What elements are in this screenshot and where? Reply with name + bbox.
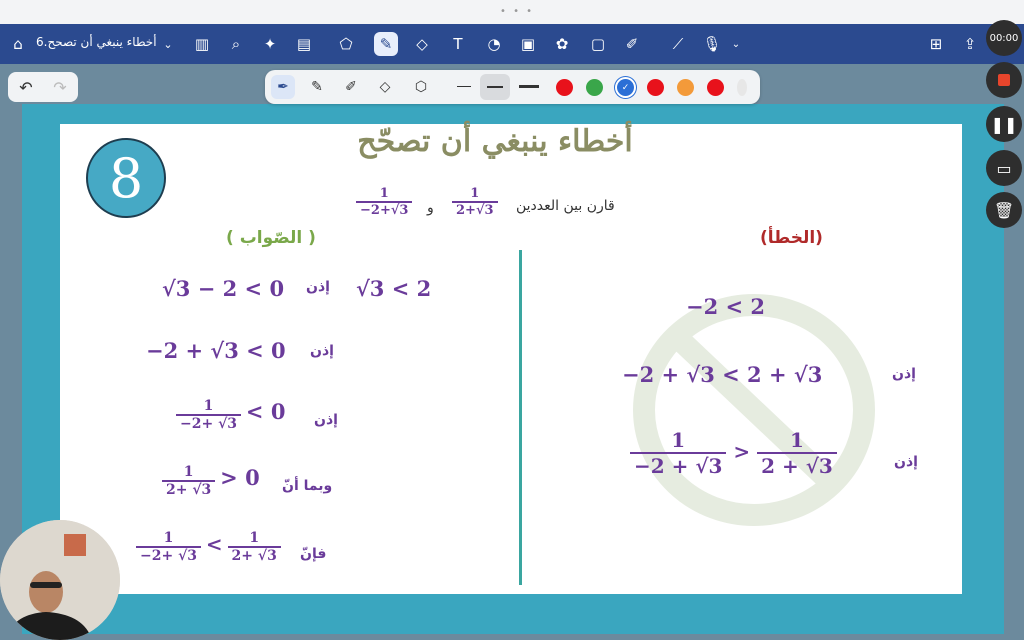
correct-row1-word: إذن — [306, 279, 330, 295]
camera-icon[interactable]: ▭ — [986, 150, 1022, 186]
shape-icon[interactable]: ◔ — [487, 35, 501, 53]
correct-row5-word: فإنّ — [300, 546, 327, 562]
correct-row2-b: −2 + √3 < 0 — [146, 338, 286, 363]
check-icon: ✓ — [621, 82, 630, 93]
fraction-b: $\frac{1}{-2+√3}$ — [356, 186, 412, 218]
redo-icon[interactable]: ↷ — [53, 77, 67, 97]
brush-pen-icon[interactable]: ✐ — [345, 79, 357, 95]
chevron-down-icon[interactable]: ⌄ — [163, 37, 173, 51]
label-correct: ( الصّواب ) — [226, 228, 316, 248]
presenter-avatar — [0, 520, 120, 640]
mic-icon[interactable]: 🎙 — [702, 35, 722, 53]
wrong-row2: −2 + √3 < 2 + √3 — [622, 362, 823, 387]
slide-number-badge: 8 — [86, 138, 166, 218]
color-swatch-green[interactable] — [586, 79, 603, 96]
home-icon[interactable]: ⌂ — [13, 35, 23, 53]
correct-row4: $\frac{1}{2+ √3}$ > 0 — [162, 464, 260, 498]
fountain-pen-icon[interactable]: ✒ — [271, 75, 295, 99]
image-icon[interactable]: ▣ — [520, 35, 536, 53]
drag-handle-dots[interactable]: • • • — [500, 6, 535, 17]
color-swatch-blue-selected[interactable] — [617, 79, 634, 96]
highlighter-icon[interactable]: ◇ — [379, 79, 391, 95]
laser-icon[interactable]: ✐ — [625, 35, 639, 53]
stroke-thick[interactable] — [519, 85, 539, 88]
window-top-strip — [0, 0, 1024, 24]
column-divider — [519, 250, 522, 585]
color-swatch-red[interactable] — [556, 79, 573, 96]
text-icon[interactable]: T — [453, 35, 463, 53]
and-word: و — [427, 200, 434, 216]
correct-row1-a: √3 < 2 — [356, 276, 432, 301]
undo-icon[interactable]: ↶ — [19, 77, 33, 97]
slide-title: أخطاء ينبغي أن تصحّح — [357, 124, 633, 159]
stop-recording-button[interactable] — [986, 62, 1022, 98]
pen-options-bar — [265, 70, 760, 104]
recording-timer: 00:00 — [986, 20, 1022, 56]
app-toolbar — [0, 24, 1024, 64]
fraction-a: $\frac{1}{2+√3}$ — [452, 186, 498, 218]
note-icon[interactable]: ▢ — [590, 35, 606, 53]
correct-row3: $\frac{1}{-2+ √3}$ < 0 — [176, 398, 285, 432]
chevron-down-icon[interactable]: ⌄ — [731, 38, 741, 50]
stickers-icon[interactable]: ✿ — [555, 35, 569, 53]
wrong-watermark — [628, 290, 880, 530]
ruler-icon[interactable]: ⟋ — [672, 35, 684, 53]
wrong-row2-word: إذن — [892, 366, 916, 382]
stroke-medium-selected[interactable] — [480, 74, 510, 100]
stroke-thin[interactable] — [457, 86, 471, 87]
magic-icon[interactable]: ✦ — [263, 35, 277, 53]
correct-row4-word: وبما أنّ — [282, 478, 333, 494]
document-title[interactable]: 6.أخطاء ينبغي أن تصحح — [36, 35, 157, 49]
share-icon[interactable]: ⇪ — [963, 35, 977, 53]
color-swatch-more[interactable] — [737, 79, 747, 96]
add-page-icon[interactable]: ⊞ — [929, 35, 943, 53]
wrong-row1: −2 < 2 — [686, 294, 766, 319]
color-swatch-red-2[interactable] — [647, 79, 664, 96]
trash-icon[interactable]: 🗑 — [986, 192, 1022, 228]
label-wrong: (الخطأ) — [760, 228, 823, 248]
sidebar-icon[interactable]: ▥ — [194, 35, 210, 53]
wrong-row3-word: إذن — [894, 454, 918, 470]
webcam-overlay[interactable] — [0, 520, 120, 640]
shape-pen-icon[interactable]: ⬡ — [414, 79, 428, 95]
wrong-row3: $\frac{1}{-2 + √3}$ > $\frac{1}{2 + √3}$ — [630, 428, 837, 478]
pen-icon[interactable]: ✎ — [374, 32, 398, 56]
color-swatch-red-3[interactable] — [707, 79, 724, 96]
compare-prompt: قارن بين العددين — [516, 198, 615, 214]
search-icon[interactable]: ⌕ — [231, 35, 241, 53]
correct-row1-b: √3 − 2 < 0 — [162, 276, 285, 301]
eraser-icon[interactable]: ◇ — [416, 35, 428, 53]
correct-row5: $\frac{1}{-2+ √3}$ < $\frac{1}{2+ √3}$ — [136, 530, 281, 564]
ballpoint-pen-icon[interactable]: ✎ — [311, 79, 323, 95]
correct-row2-word: إذن — [310, 343, 334, 359]
pause-icon[interactable]: ❚❚ — [986, 106, 1022, 142]
correct-row3-word: إذن — [314, 412, 338, 428]
document-icon[interactable]: ▤ — [296, 35, 312, 53]
undo-redo-bar — [8, 72, 78, 102]
lasso-icon[interactable]: ⬠ — [339, 35, 353, 53]
color-swatch-orange[interactable] — [677, 79, 694, 96]
